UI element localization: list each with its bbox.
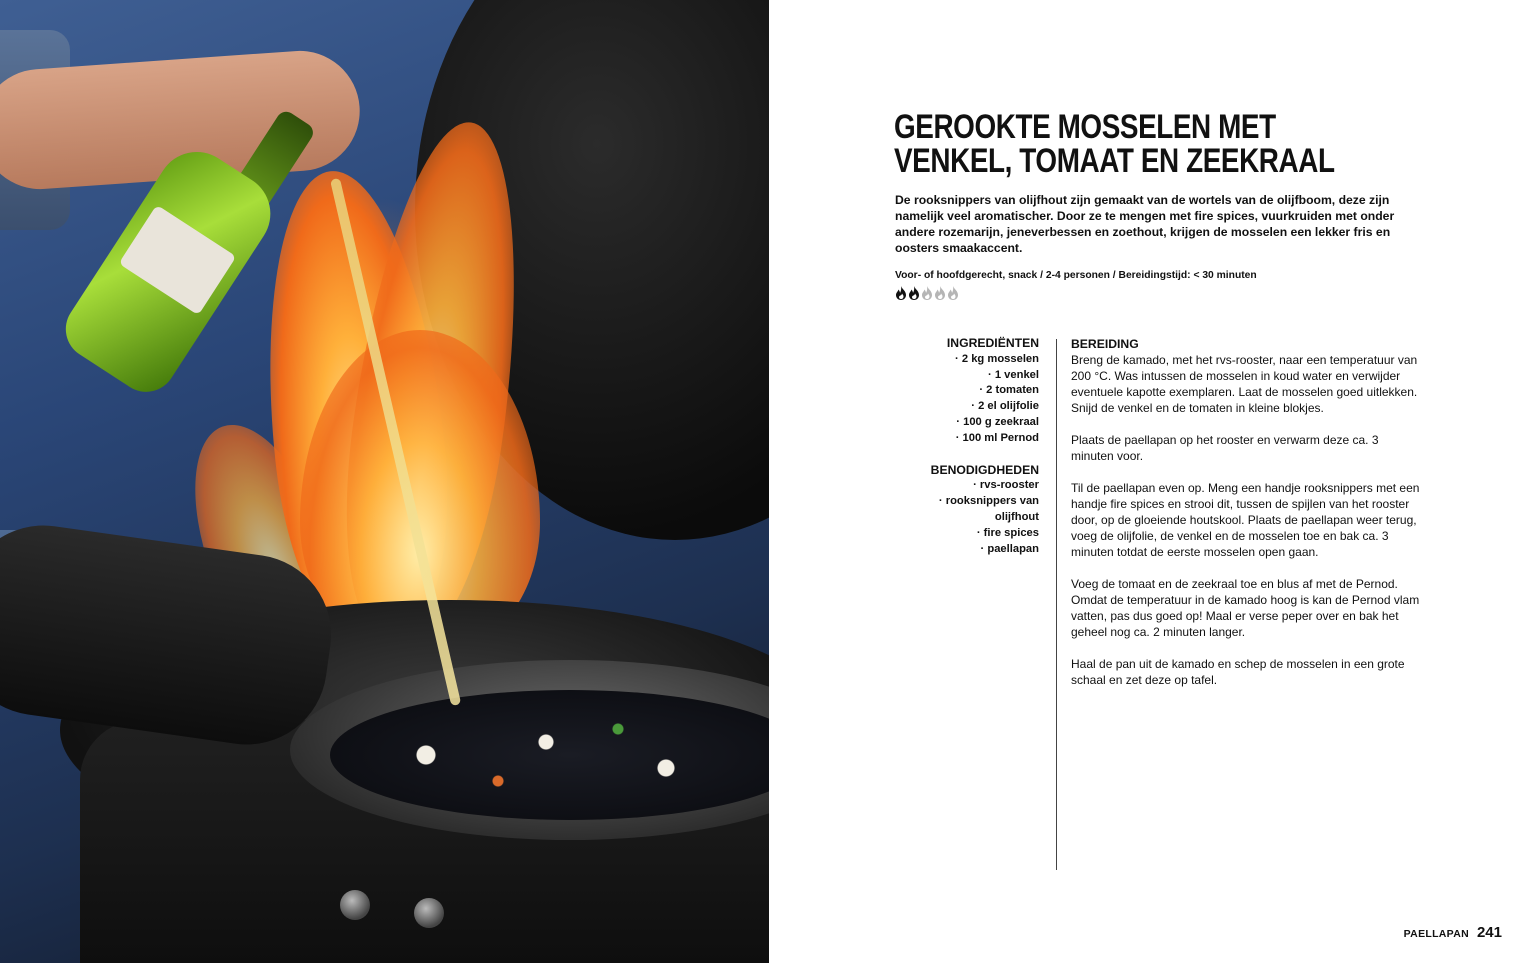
- recipe-meta: Voor- of hoofdgerecht, snack / 2-4 personen / Bereidingstijd: < 30 minuten: [895, 270, 1257, 281]
- difficulty-rating: [895, 286, 959, 302]
- title-line: GEROOKTE MOSSELEN MET: [894, 108, 1276, 146]
- bolt: [414, 898, 444, 928]
- ingredient-item: · 100 ml Pernod: [955, 431, 1039, 444]
- page-number: 241: [1476, 924, 1502, 941]
- tools-list: [900, 478, 1039, 557]
- title-line: VENKEL, TOMAAT EN ZEEKRAAL: [894, 142, 1335, 180]
- ingredients-heading: INGREDIËNTEN: [946, 336, 1039, 350]
- ingredients-list: [900, 352, 1039, 447]
- tool-item: olijfhout: [994, 510, 1039, 523]
- method-step: Breng de kamado, met het rvs-rooster, naar een temperatuur van 200 °C. Was intussen de mosselen in koud water en verwijder eventuele kapotte exemplaren. Laat de mosselen goed uitlekken. Snijd de venkel en de tomaten in kleine blokjes.: [1071, 353, 1418, 415]
- ingredient-item: · 100 g zeekraal: [956, 415, 1039, 428]
- section-label: PAELLAPAN: [1403, 928, 1469, 940]
- tool-item: · rvs-rooster: [973, 479, 1039, 492]
- flame-icon: [921, 286, 933, 300]
- tools-heading: BENODIGDHEDEN: [930, 462, 1039, 477]
- flame-icon: [908, 286, 920, 300]
- column-divider: [1056, 339, 1057, 870]
- flame-icon: [934, 286, 946, 300]
- flame-icon: [895, 286, 907, 300]
- ingredient-item: · 2 kg mosselen: [955, 352, 1039, 365]
- ingredients-column: [900, 336, 1039, 557]
- tool-item: · paellapan: [980, 542, 1039, 555]
- ingredient-item: · 2 el olijfolie: [971, 400, 1039, 413]
- ingredient-item: · 2 tomaten: [979, 384, 1039, 397]
- method-step: Plaats de paellapan op het rooster en verwarm deze ca. 3 minuten voor.: [1071, 433, 1379, 463]
- method-step: Haal de pan uit de kamado en schep de mosselen in een grote schaal en zet deze op tafel.: [1071, 657, 1405, 687]
- method-step: Til de paellapan even op. Meng een handje rooksnippers met een handje fire spices en strooi dit, tussen de spijlen van het rooster door, op de gloeiende houtskool. Plaats de paellapan weer terug, voeg de olijfolie, de venkel en de mosselen toe en bak ca. 3 minuten totdat de eerste mosselen open gaan.: [1071, 481, 1420, 559]
- bolt: [340, 890, 370, 920]
- method-heading: BEREIDING: [1071, 337, 1139, 351]
- recipe-title: [894, 110, 1335, 178]
- tool-item: · rooksnippers van: [938, 495, 1039, 508]
- recipe-intro: De rooksnippers van olijfhout zijn gemaakt van de wortels van de olijfboom, deze zijn namelijk veel aromatischer. Door ze te mengen met fire spices, vuurkruiden met onder andere rozemarijn, jeneverbessen en zoethout, krijgen de mosselen een lekker fris en oosters smaakaccent.: [895, 193, 1395, 255]
- page-footer: [1404, 924, 1502, 941]
- method-step: Voeg de tomaat en de zeekraal toe en blus af met de Pernod. Omdat de temperatuur in de kamado hoog is kan de Pernod vlam vatten, pas dus goed op! Maal er verse peper over en bak het geheel nog ca. 2 minuten langer.: [1071, 577, 1420, 639]
- method-column: [1071, 336, 1421, 704]
- ingredient-item: · 1 venkel: [988, 368, 1039, 381]
- flame-icon: [947, 286, 959, 300]
- tool-item: · fire spices: [976, 526, 1039, 539]
- method-body: [1071, 352, 1421, 688]
